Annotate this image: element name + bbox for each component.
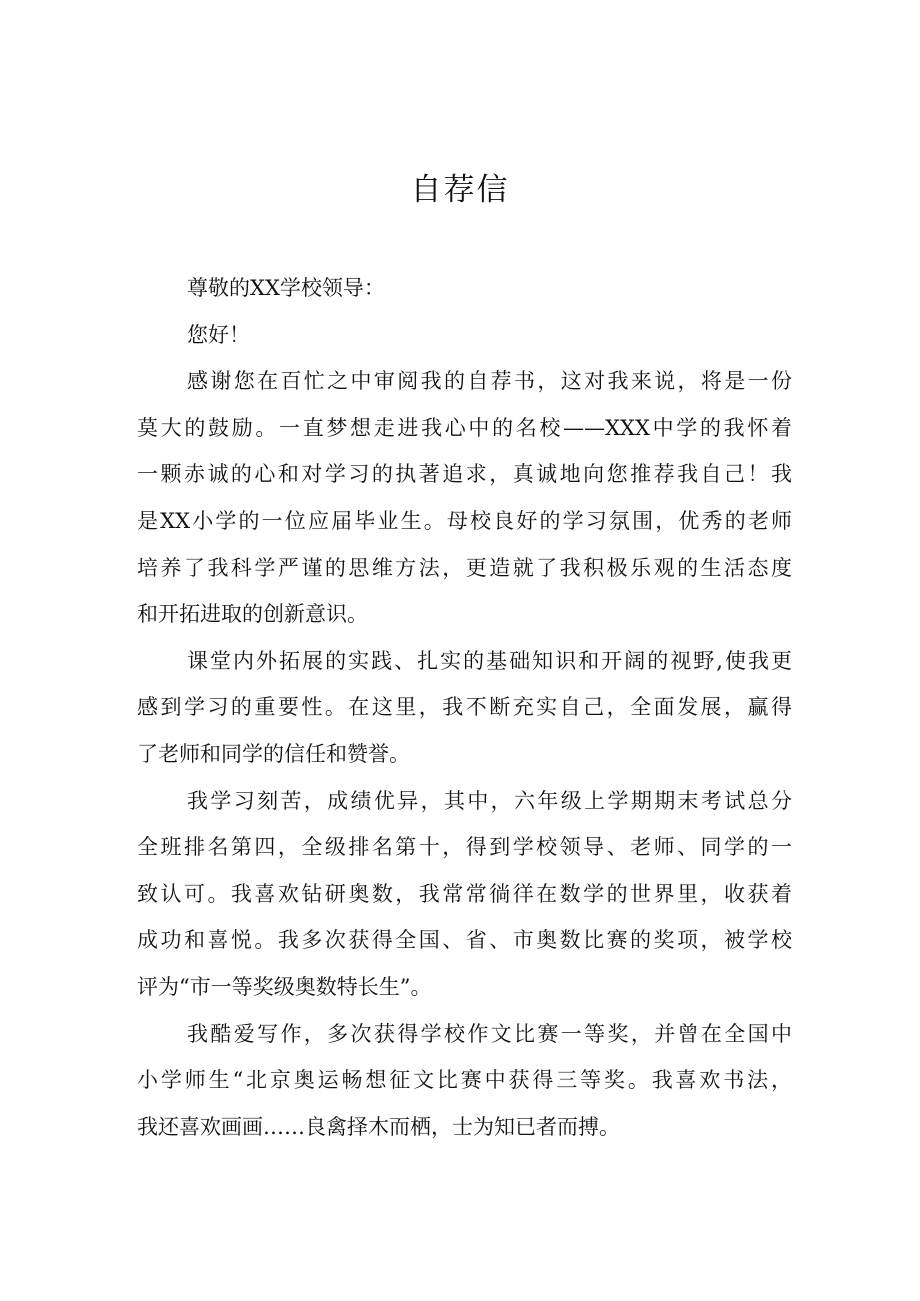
text-line: 我学习刻苦，成绩优异，其中，六年级上学期期末考试总分 [187, 788, 792, 813]
text-line: 小学师生“北京奥运畅想征文比赛中获得三等奖。我喜欢书法， [137, 1068, 792, 1093]
text-line: 是XX小学的一位应届毕业生。母校良好的学习氛围，优秀的老师 [137, 508, 792, 533]
document-title: 自荐信 [410, 172, 510, 208]
text-line: 莫大的鼓励。一直梦想走进我心中的名校——XXX中学的我怀着 [137, 415, 792, 440]
text-line: 和开拓进取的创新意识。 [137, 602, 368, 627]
letter-body [137, 265, 792, 1150]
text-line: 培养了我科学严谨的思维方法，更造就了我积极乐观的生活态度 [137, 555, 792, 580]
text-line: 尊敬的XX学校领导： [187, 276, 385, 300]
text-line: 感谢您在百忙之中审阅我的自荐书，这对我来说，将是一份 [187, 369, 792, 394]
text-line: 您好！ [187, 322, 250, 347]
text-line: 一颗赤诚的心和对学习的执著追求，真诚地向您推荐我自己！我 [137, 462, 792, 487]
text-line: 我酷爱写作，多次获得学校作文比赛一等奖，并曾在全国中 [187, 1021, 792, 1046]
text-line: 全班排名第四，全级排名第十，得到学校领导、老师、同学的一 [137, 835, 792, 860]
text-line: 致认可。我喜欢钻研奥数，我常常徜徉在数学的世界里，收获着 [137, 881, 792, 906]
text-line: 我还喜欢画画……良禽择木而栖，士为知已者而搏。 [137, 1114, 620, 1139]
text-line: 评为“市一等奖级奥数特长生”。 [137, 974, 432, 999]
text-line: 课堂内外拓展的实践、扎实的基础知识和开阔的视野,使我更 [187, 648, 792, 673]
text-line: 了老师和同学的信任和赞誉。 [137, 741, 410, 766]
text-line: 成功和喜悦。我多次获得全国、省、市奥数比赛的奖项，被学校 [137, 928, 792, 953]
text-line: 感到学习的重要性。在这里，我不断充实自己，全面发展，赢得 [137, 695, 792, 720]
